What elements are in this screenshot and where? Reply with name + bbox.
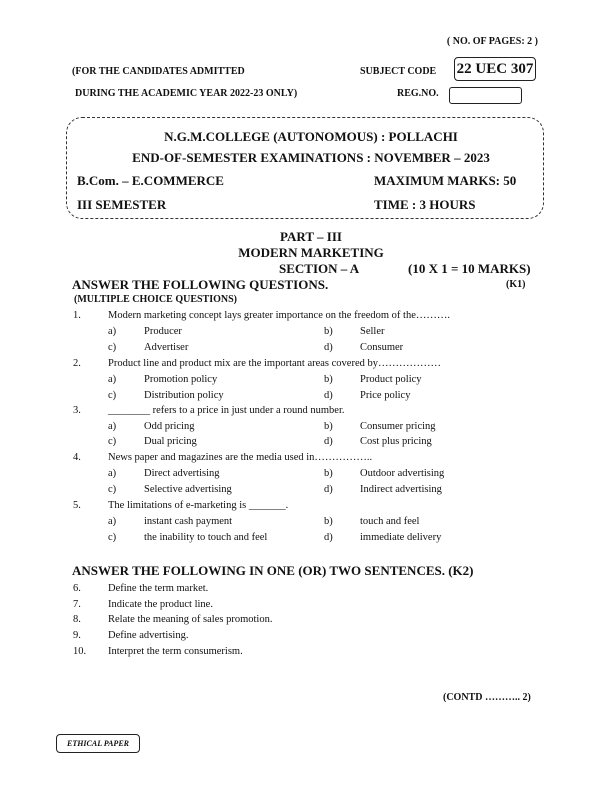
option-text: Consumer pricing bbox=[360, 421, 436, 432]
question-text: Indicate the product line. bbox=[108, 599, 213, 610]
option-label: b) bbox=[324, 516, 333, 527]
option-text: touch and feel bbox=[360, 516, 420, 527]
option-label: c) bbox=[108, 532, 117, 543]
option-label: c) bbox=[108, 436, 117, 447]
admitted-note-line2: DURING THE ACADEMIC YEAR 2022-23 ONLY) bbox=[75, 88, 298, 99]
option-text: Direct advertising bbox=[144, 468, 220, 479]
admitted-note-line1: (FOR THE CANDIDATES ADMITTED bbox=[72, 66, 245, 77]
question-text: The limitations of e-marketing is _______. bbox=[108, 500, 289, 511]
option-text: Distribution policy bbox=[144, 390, 224, 401]
question-text: Product line and product mix are the important areas covered by……………… bbox=[108, 358, 441, 369]
page-count: ( NO. OF PAGES: 2 ) bbox=[446, 36, 538, 47]
question-text: Define the term market. bbox=[108, 583, 209, 594]
college-name: N.G.M.COLLEGE (AUTONOMOUS) : POLLACHI bbox=[164, 129, 458, 144]
continued-note: (CONTD ……….. 2) bbox=[443, 692, 531, 703]
question-number: 7. bbox=[73, 599, 81, 610]
option-label: b) bbox=[324, 326, 333, 337]
option-label: d) bbox=[324, 484, 333, 495]
option-label: b) bbox=[324, 374, 333, 385]
subject-code-box: 22 UEC 307 bbox=[454, 57, 536, 81]
mcq-instruction: ANSWER THE FOLLOWING QUESTIONS. bbox=[72, 277, 329, 292]
option-label: c) bbox=[108, 484, 117, 495]
mcq-subtitle: (MULTIPLE CHOICE QUESTIONS) bbox=[74, 294, 237, 305]
option-text: instant cash payment bbox=[144, 516, 233, 527]
option-label: a) bbox=[108, 374, 117, 385]
option-text: immediate delivery bbox=[360, 532, 442, 543]
question-text: Modern marketing concept lays greater importance on the freedom of the………. bbox=[108, 310, 451, 321]
option-text: Consumer bbox=[360, 342, 404, 353]
option-label: d) bbox=[324, 342, 333, 353]
part-title: PART – III bbox=[280, 229, 342, 244]
question-text: ________ refers to a price in just under a round number. bbox=[108, 405, 345, 416]
option-text: Price policy bbox=[360, 390, 411, 401]
question-number: 3. bbox=[73, 405, 81, 416]
option-text: Promotion policy bbox=[144, 374, 218, 385]
option-label: d) bbox=[324, 390, 333, 401]
option-label: b) bbox=[324, 421, 333, 432]
question-number: 1. bbox=[73, 310, 81, 321]
option-label: a) bbox=[108, 516, 117, 527]
option-text: Dual pricing bbox=[144, 436, 197, 447]
subject-title: MODERN MARKETING bbox=[238, 245, 384, 260]
question-text: News paper and magazines are the media used in…………….. bbox=[108, 452, 373, 463]
semester: III SEMESTER bbox=[77, 197, 167, 212]
question-number: 4. bbox=[73, 452, 81, 463]
question-number: 5. bbox=[73, 500, 81, 511]
option-text: Outdoor advertising bbox=[360, 468, 445, 479]
option-text: Product policy bbox=[360, 374, 422, 385]
option-label: d) bbox=[324, 532, 333, 543]
question-number: 9. bbox=[73, 630, 81, 641]
option-label: c) bbox=[108, 390, 117, 401]
option-text: Seller bbox=[360, 326, 385, 337]
course-name: B.Com. – E.COMMERCE bbox=[77, 173, 224, 188]
option-text: Selective advertising bbox=[144, 484, 232, 495]
question-number: 2. bbox=[73, 358, 81, 369]
question-number: 8. bbox=[73, 614, 81, 625]
option-label: a) bbox=[108, 326, 117, 337]
reg-no-label: REG.NO. bbox=[397, 88, 439, 99]
question-text: Define advertising. bbox=[108, 630, 189, 641]
section-marks: (10 X 1 = 10 MARKS) bbox=[408, 261, 531, 276]
question-number: 6. bbox=[73, 583, 81, 594]
ethical-paper-stamp: ETHICAL PAPER bbox=[56, 734, 140, 753]
option-label: a) bbox=[108, 468, 117, 479]
option-label: b) bbox=[324, 468, 333, 479]
option-label: c) bbox=[108, 342, 117, 353]
question-text: Relate the meaning of sales promotion. bbox=[108, 614, 273, 625]
knowledge-level-k1: (K1) bbox=[506, 279, 526, 290]
option-label: a) bbox=[108, 421, 117, 432]
section-title: SECTION – A bbox=[279, 261, 360, 276]
option-label: d) bbox=[324, 436, 333, 447]
question-text: Interpret the term consumerism. bbox=[108, 646, 243, 657]
option-text: Odd pricing bbox=[144, 421, 195, 432]
option-text: the inability to touch and feel bbox=[144, 532, 268, 543]
subject-code-label: SUBJECT CODE bbox=[360, 66, 437, 77]
examination-title: END-OF-SEMESTER EXAMINATIONS : NOVEMBER – 2023 bbox=[132, 150, 490, 165]
question-number: 10. bbox=[73, 646, 87, 657]
option-text: Producer bbox=[144, 326, 182, 337]
short-answer-instruction: ANSWER THE FOLLOWING IN ONE (OR) TWO SENTENCES. (K2) bbox=[72, 563, 474, 578]
exam-duration: TIME : 3 HOURS bbox=[374, 197, 476, 212]
option-text: Indirect advertising bbox=[360, 484, 442, 495]
option-text: Advertiser bbox=[144, 342, 189, 353]
maximum-marks: MAXIMUM MARKS: 50 bbox=[374, 173, 517, 188]
reg-no-field[interactable] bbox=[449, 87, 522, 104]
option-text: Cost plus pricing bbox=[360, 436, 432, 447]
